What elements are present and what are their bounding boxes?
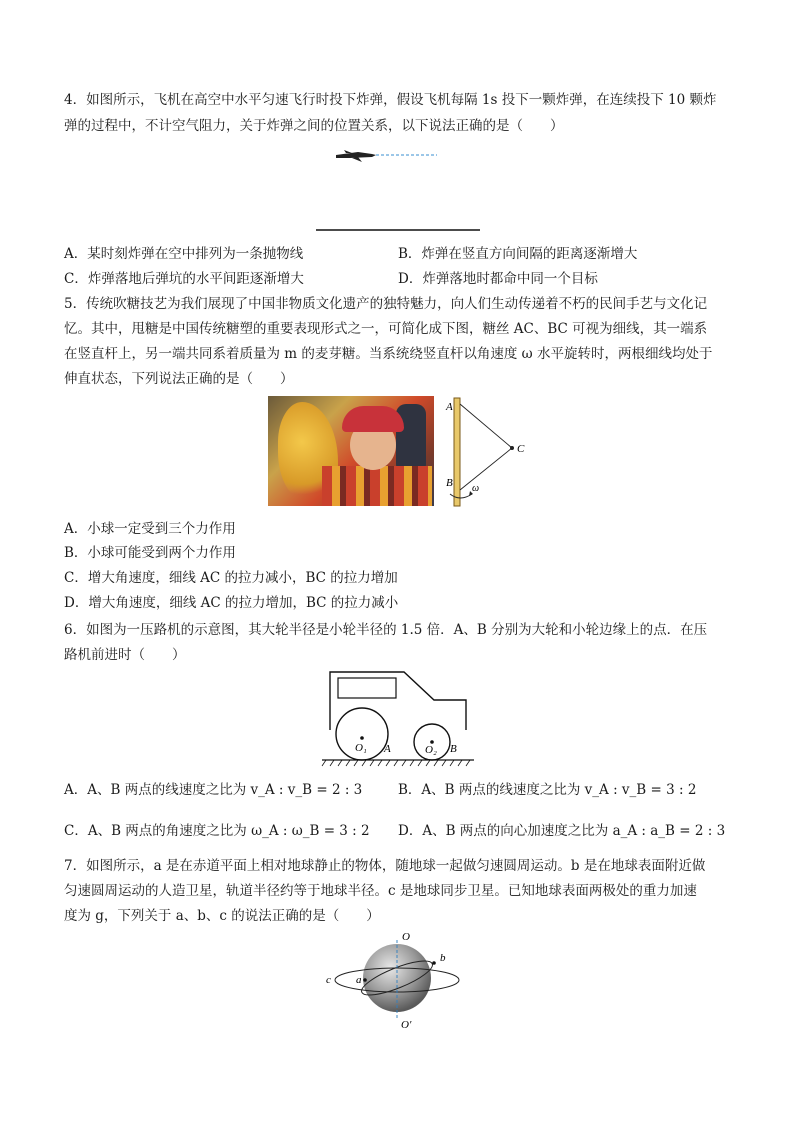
q7-stem-line-3: 度为 g，下列关于 a、b、c 的说法正确的是（ ） bbox=[64, 908, 380, 924]
q4-stem-line-2: 弹的过程中，不计空气阻力，关于炸弹之间的位置关系，以下说法正确的是（ ） bbox=[64, 118, 564, 134]
label-o2: O₂ bbox=[425, 744, 437, 756]
label-c: C bbox=[517, 443, 525, 455]
q5-option-d[interactable]: D．增大角速度，细线 AC 的拉力增加，BC 的拉力减小 bbox=[64, 595, 399, 611]
q5-stem-line-2: 忆。其中，甩糖是中国传统糖塑的重要表现形式之一，可简化成下图，糖丝 AC、BC 可视为细线，其一端系 bbox=[64, 321, 708, 337]
label-o1: O₁ bbox=[355, 742, 367, 754]
q5-option-b[interactable]: B．小球可能受到两个力作用 bbox=[64, 545, 236, 561]
label-a: A bbox=[384, 743, 391, 755]
q6-option-b[interactable]: B．A、B 两点的线速度之比为 v_A : v_B = 3 : 2 bbox=[398, 782, 697, 798]
satellite-b bbox=[432, 961, 436, 965]
label-a: a bbox=[356, 974, 362, 986]
q6-stem-line-2: 路机前进时（ ） bbox=[64, 647, 186, 663]
q6-option-d[interactable]: D．A、B 两点的向心加速度之比为 a_A : a_B = 2 : 3 bbox=[398, 823, 726, 839]
label-b: B bbox=[450, 743, 457, 755]
q7-stem-line-2: 匀速圆周运动的人造卫星，轨道半径约等于地球半径。c 是地球同步卫星。已知地球表面两极处的重力加速 bbox=[64, 883, 697, 899]
q4-option-d[interactable]: D．炸弹落地时都命中同一个目标 bbox=[398, 271, 598, 287]
object-a bbox=[363, 978, 367, 982]
label-o-prime: O′ bbox=[401, 1019, 412, 1031]
q4-stem-line-1: 4．如图所示，飞机在高空中水平匀速飞行时投下炸弹，假设飞机每隔 1s 投下一颗炸弹，在连续投下 10 颗炸 bbox=[64, 92, 717, 108]
label-c: c bbox=[326, 974, 331, 986]
q5-stem-line-4: 伸直状态，下列说法正确的是（ ） bbox=[64, 371, 294, 387]
label-b: b bbox=[440, 952, 446, 964]
label-b: B bbox=[446, 477, 453, 489]
q4-option-b[interactable]: B．炸弹在竖直方向间隔的距离逐渐增大 bbox=[398, 246, 638, 262]
label-o: O bbox=[402, 931, 410, 943]
q6-option-a[interactable]: A．A、B 两点的线速度之比为 v_A : v_B = 2 : 3 bbox=[64, 782, 363, 798]
q7-stem-line-1: 7．如图所示，a 是在赤道平面上相对地球静止的物体，随地球一起做匀速圆周运动。b 是在地球表面附近做 bbox=[64, 858, 706, 874]
label-a: A bbox=[446, 401, 453, 413]
q5-option-c[interactable]: C．增大角速度，细线 AC 的拉力减小，BC 的拉力增加 bbox=[64, 570, 398, 586]
label-omega: ω bbox=[472, 483, 480, 494]
q6-option-c[interactable]: C．A、B 两点的角速度之比为 ω_A : ω_B = 3 : 2 bbox=[64, 823, 370, 839]
q4-option-a[interactable]: A．某时刻炸弹在空中排列为一条抛物线 bbox=[64, 246, 304, 262]
q5-option-a[interactable]: A．小球一定受到三个力作用 bbox=[64, 521, 236, 537]
q5-stem-line-3: 在竖直杆上，另一端共同系着质量为 m 的麦芽糖。当系统绕竖直杆以角速度 ω 水平旋转时，两根细线均处于 bbox=[64, 346, 713, 362]
q6-stem-line-1: 6．如图为一压路机的示意图，其大轮半径是小轮半径的 1.5 倍．A、B 分别为大轮和小轮边缘上的点．在压 bbox=[64, 622, 708, 638]
q4-option-c[interactable]: C．炸弹落地后弹坑的水平间距逐渐增大 bbox=[64, 271, 304, 287]
q5-stem-line-1: 5．传统吹糖技艺为我们展现了中国非物质文化遗产的独特魅力，向人们生动传递着不朽的民间手艺与文化记 bbox=[64, 296, 708, 312]
